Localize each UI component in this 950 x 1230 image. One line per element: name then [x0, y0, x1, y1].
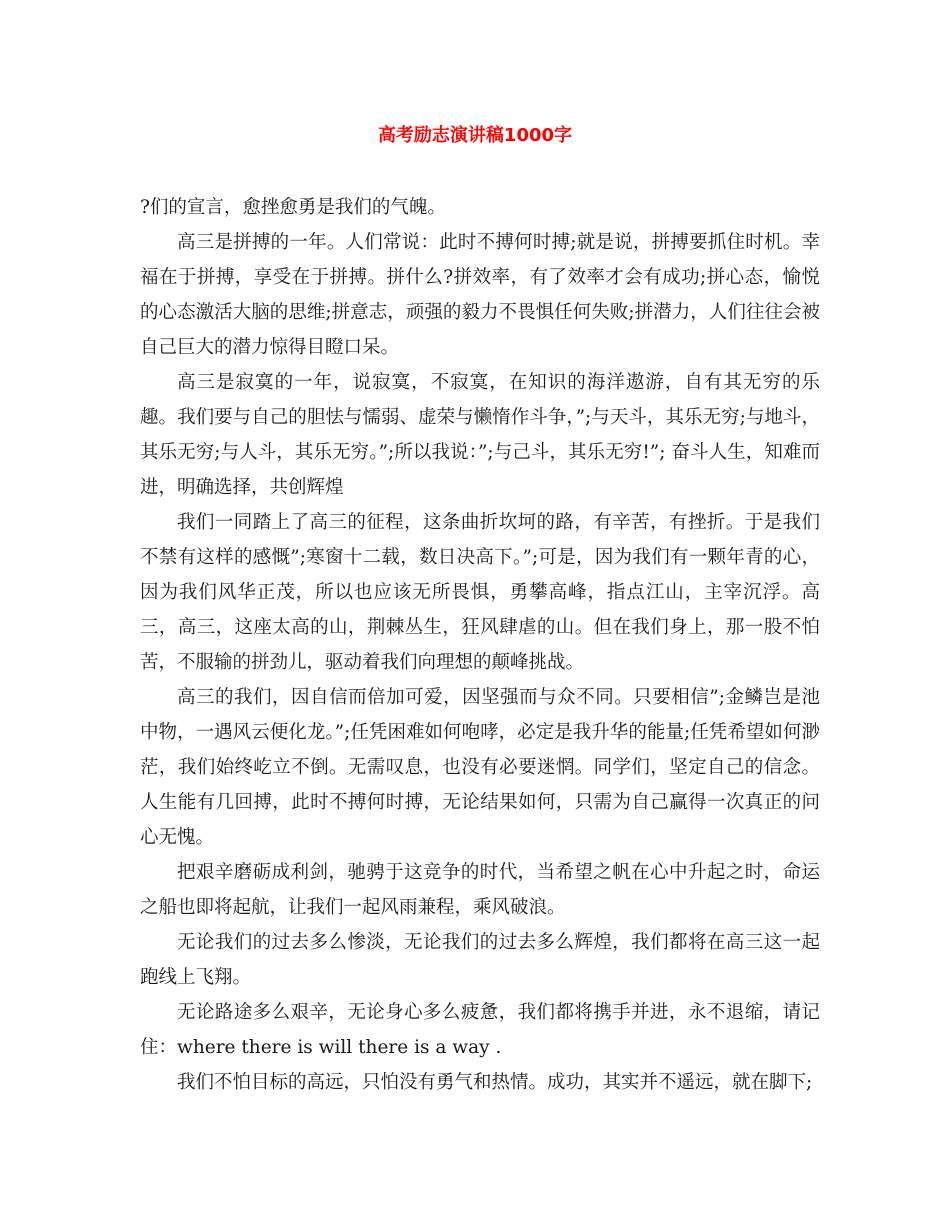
document-title: 高考励志演讲稿1000字	[377, 125, 573, 146]
paragraph: 高三是寂寞的一年，说寂寞，不寂寞，在知识的海洋遨游，自有其无穷的乐趣。我们要与自己的胆怯与懦弱、虚荣与懒惰作斗争，”;与天斗，其乐无穷;与地斗，其乐无穷;与人斗，其乐无穷。”;所以我说：”;与己斗，其乐无穷!”; 奋斗人生，知难而进，明确选择，共创辉煌	[140, 372, 820, 498]
paragraph: 无论路途多么艰辛，无论身心多么疲惫，我们都将携手并进，永不退缩，请记住：where there is will there is a way .	[140, 1002, 820, 1058]
paragraph: ?们的宣言，愈挫愈勇是我们的气魄。	[140, 197, 446, 218]
paragraph: 我们不怕目标的高远，只怕没有勇气和热情。成功，其实并不遥远，就在脚下;	[177, 1072, 813, 1093]
paragraph: 高三是拼搏的一年。人们常说：此时不搏何时搏;就是说，拼搏要抓住时机。幸福在于拼搏，享受在于拼搏。拼什么?拼效率，有了效率才会有成功;拼心态，愉悦的心态激活大脑的思维;拼意志，顽强的毅力不畏惧任何失败;拼潜力，人们往往会被自己巨大的潜力惊得目瞪口呆。	[140, 232, 820, 358]
paragraph: 高三的我们，因自信而倍加可爱，因坚强而与众不同。只要相信”;金鳞岂是池中物，一遇风云便化龙。”;任凭困难如何咆哮，必定是我升华的能量;任凭希望如何渺茫，我们始终屹立不倒。无需叹息，也没有必要迷惘。同学们，坚定自己的信念。人生能有几回搏，此时不搏何时搏，无论结果如何，只需为自己赢得一次真正的问心无愧。	[140, 687, 820, 848]
paragraph: 无论我们的过去多么惨淡，无论我们的过去多么辉煌，我们都将在高三这一起跑线上飞翔。	[140, 932, 820, 988]
document-body	[140, 190, 820, 1100]
paragraph: 我们一同踏上了高三的征程，这条曲折坎坷的路，有辛苦，有挫折。于是我们不禁有这样的感慨”;寒窗十二载，数日决高下。”;可是，因为我们有一颗年青的心，因为我们风华正茂，所以也应该无所畏惧，勇攀高峰，指点江山，主宰沉浮。高三，高三，这座太高的山，荆棘丛生，狂风肆虐的山。但在我们身上，那一股不怕苦，不服输的拼劲儿，驱动着我们向理想的颠峰挑战。	[140, 512, 820, 673]
paragraph: 把艰辛磨砺成利剑，驰骋于这竞争的时代，当希望之帆在心中升起之时，命运之船也即将起航，让我们一起风雨兼程，乘风破浪。	[140, 862, 820, 918]
